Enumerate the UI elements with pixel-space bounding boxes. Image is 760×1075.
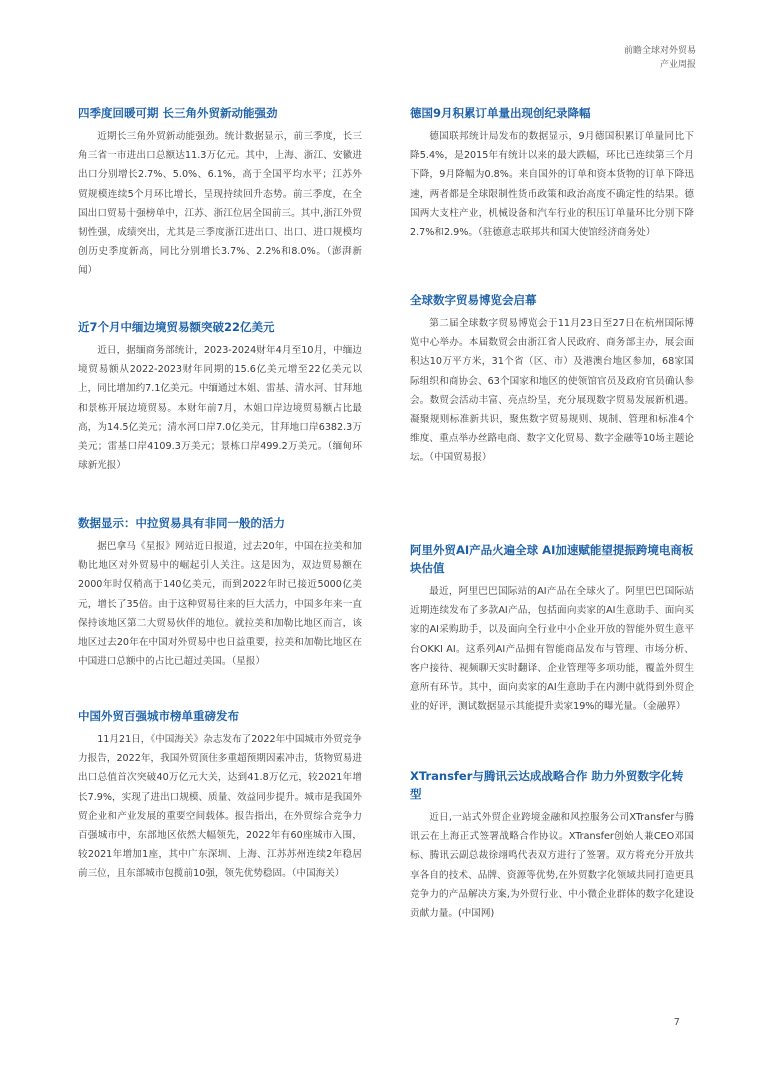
article-germany-orders [410,104,694,242]
article-yangtze-delta [78,104,362,281]
article-title: XTransfer与腾讯云达成战略合作 助力外贸数字化转型 [410,769,684,801]
article-title: 阿里外贸AI产品火遍全球 AI加速赋能望提振跨境电商板块估值 [410,543,694,575]
article-title: 近7个月中缅边境贸易额突破22亿美元 [78,320,275,334]
article-body: 近日,一站式外贸企业跨境金融和风控服务公司XTransfer与腾讯云在上海正式签署战略合作协议。XTransfer创始人兼CEO邓国标、腾讯云副总裁徐翊鸣代表双方进行了签署。双方将充分开放共享各自的技术、品牌、资源等优势,在外贸数字化领域共同打造更具竞争力的产品解决方案,为外贸行业、中小微企业群体的数字化建设贡献力量。(中国网) [410,812,694,920]
article-body: 据巴拿马《星报》网站近日报道，过去20年，中国在拉美和加勒比地区对外贸易中的崛起引人关注。这是因为，双边贸易额在2000年时仅稍高于140亿美元，而到2022年时已接近5000亿美元，增长了35倍。由于这种贸易往来的巨大活力，中国多年来一直保持该地区第二大贸易伙伴的地位。就拉美和加勒比地区而言，该地区过去20年在中国对外贸易中也日益重要，拉美和加勒比地区在中国进口总额中的占比已超过美国。（星报） [78,541,362,668]
article-alibaba-ai [410,541,694,716]
page-header [624,44,696,72]
article-top100-cities [78,707,362,884]
article-body: 第二届全球数字贸易博览会于11月23日至27日在杭州国际博览中心举办。本届数贸会由浙江省人民政府、商务部主办，展会面积达10万平方米，31个省（区、市）及港澳台地区参加，68家国际组织和商协会、63个国家和地区的使领馆官员及政府官员确认参会。数贸会活动丰富、亮点纷呈，充分展现数字贸易发展新机遇。凝聚规则标准新共识，聚焦数字贸易规则、规制、管理和标准4个维度、重点举办丝路电商、数字文化贸易、数字金融等10场主题论坛。（中国贸易报） [410,318,694,464]
article-xtransfer-tencent [410,767,694,923]
page-number: 7 [673,1017,680,1028]
header-publication: 前瞻全球对外贸易 [623,46,696,56]
article-title: 中国外贸百强城市榜单重磅发布 [78,709,239,723]
article-body: 近日，据缅商务部统计，2023-2024财年4月至10月，中缅边境贸易额从2022-2023财年同期的15.6亿美元增至22亿美元以上，同比增加约7.1亿美元。中缅通过木姐、雷基、清水河、甘拜地和景栋开展边境贸易。本财年前7月，木姐口岸边境贸易额占比最高，为14.5亿美元；清水河口岸7.0亿美元，甘拜地口岸6382.3万美元；雷基口岸4109.3万美元；景栋口岸499.2万美元。（缅甸环球新光报） [78,345,362,472]
article-body: 最近，阿里巴巴国际站的AI产品在全球火了。阿里巴巴国际站近期连续发布了多款AI产品，包括面向卖家的AI生意助手、面向买家的AI采购助手，以及面向全行业中小企业开放的智能外贸生意平台OKKI AI。这系列AI产品拥有智能商品发布与管理、市场分析、客户接待、视频聊天实时翻译、企业管理等多项功能，覆盖外贸生意所有环节。其中，面向卖家的AI生意助手在内测中就得到外贸企业的好评，测试数据显示其能提升卖家19%的曝光量。（金融界） [410,586,694,713]
article-body: 近期长三角外贸新动能强劲。统计数据显示，前三季度，长三角三省一市进出口总额达11.3万亿元。其中，上海、浙江、安徽进出口分别增长2.7%、5.0%、6.1%，高于全国平均水平；江苏外贸规模连续5个月环比增长，呈现持续回升态势。前三季度，在全国出口贸易十强榜单中，江苏、浙江位居全国前三。其中,浙江外贸韧性强，成绩突出，尤其是三季度浙江进出口、出口、进口规模均创历史季度新高，同比分别增长3.7%、2.2%和8.0%。（澎湃新闻） [78,131,362,277]
article-title: 数据显示：中拉贸易具有非同一般的活力 [78,516,285,530]
article-body: 德国联邦统计局发布的数据显示，9月德国积累订单量同比下降5.4%，是2015年有统计以来的最大跌幅，环比已连续第三个月下降，9月降幅为0.8%。来自国外的订单和资本货物的订单下降迅速，两者都是全球限制性货币政策和政治高度不确定性的结果。德国两大支柱产业，机械设备和汽车行业的积压订单量环比分别下降2.7%和2.9%。（驻德意志联邦共和国大使馆经济商务处） [410,131,694,239]
article-digital-trade-expo [410,291,694,468]
article-body: 11月21日，《中国海关》杂志发布了2022年中国城市外贸竞争力报告，2022年，我国外贸顶住多重超预期因素冲击，货物贸易进出口总值首次突破40万亿元大关，达到41.8万亿元，较2021年增长7.9%，实现了进出口规模、质量、效益同步提升。城市是我国外贸企业和产业发展的重要空间载体。报告指出，在外贸综合竞争力百强城市中，东部地区依然大幅领先，2022年有60座城市入围，较2021年增加1座，其中广东深圳、上海、江苏苏州连续2年稳居前三位，且东部城市包揽前10强，领先优势稳固。（中国海关） [78,734,362,880]
article-title: 德国9月积累订单量出现创纪录降幅 [410,106,591,120]
article-title: 四季度回暖可期 长三角外贸新动能强劲 [78,106,278,120]
header-section: 产业周报 [659,60,696,70]
article-china-latam-trade [78,514,362,671]
article-china-myanmar-trade [78,318,362,475]
article-title: 全球数字贸易博览会启幕 [410,293,537,307]
